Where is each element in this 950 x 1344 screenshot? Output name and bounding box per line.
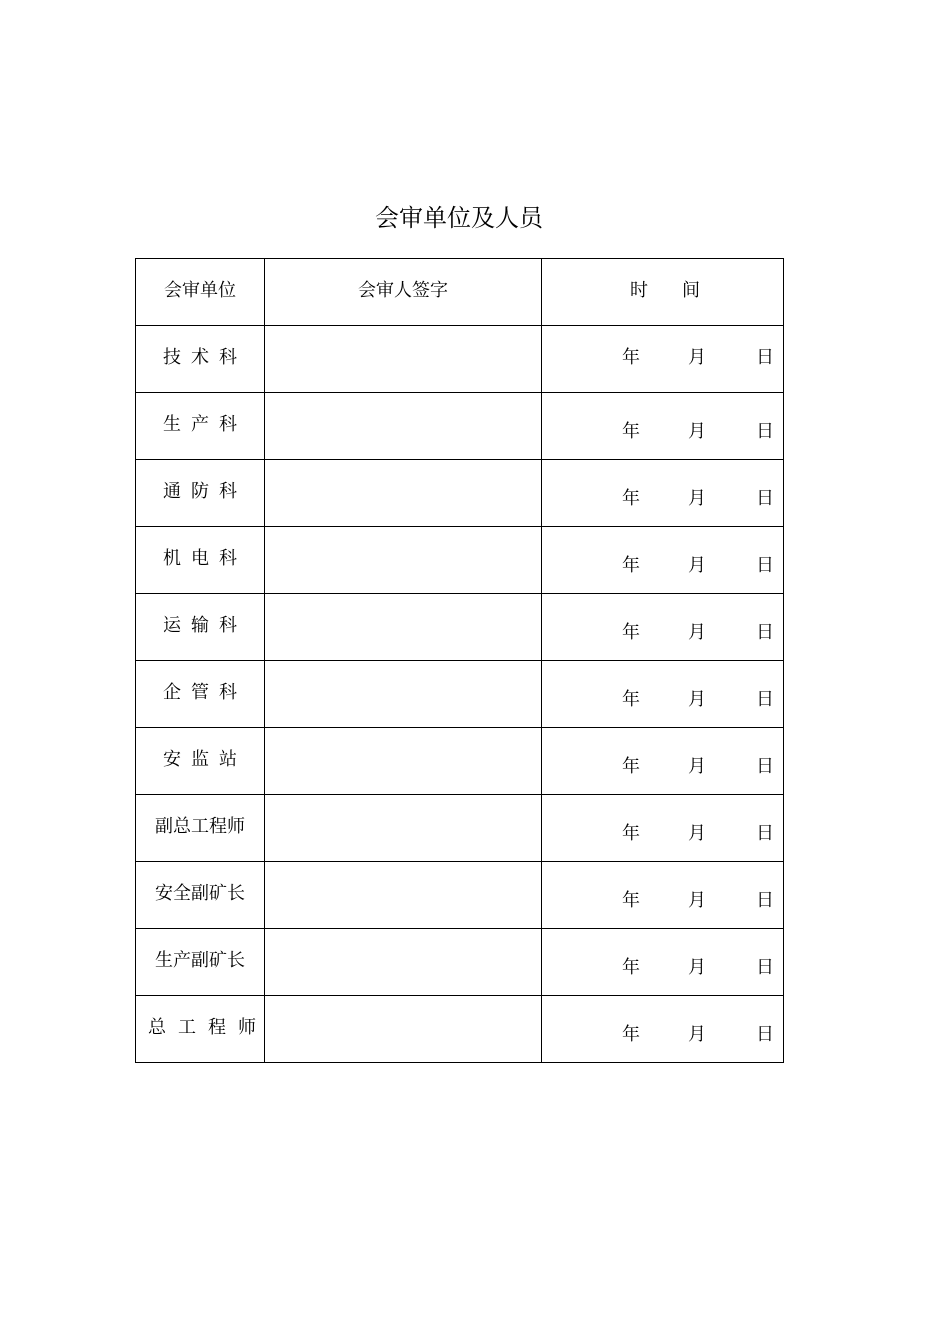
day-label: 日	[756, 957, 774, 978]
year-label: 年	[622, 421, 640, 442]
year-label: 年	[622, 347, 640, 368]
day-label: 日	[756, 823, 774, 844]
date-cell	[542, 527, 784, 594]
unit-cell: 企管科	[136, 661, 265, 728]
unit-cell: 安监站	[136, 728, 265, 795]
date-cell	[542, 661, 784, 728]
signature-cell[interactable]	[265, 460, 542, 527]
month-label: 月	[688, 957, 706, 978]
signature-cell[interactable]	[265, 862, 542, 929]
month-label: 月	[688, 555, 706, 576]
signature-cell[interactable]	[265, 594, 542, 661]
table-row	[136, 795, 784, 862]
signature-cell[interactable]	[265, 728, 542, 795]
header-signature: 会审人签字	[265, 259, 542, 326]
year-label: 年	[622, 823, 640, 844]
date-cell	[542, 393, 784, 460]
date-cell	[542, 728, 784, 795]
table-row	[136, 728, 784, 795]
date-cell	[542, 795, 784, 862]
year-label: 年	[622, 555, 640, 576]
signature-cell[interactable]	[265, 996, 542, 1063]
month-label: 月	[688, 421, 706, 442]
unit-cell: 运输科	[136, 594, 265, 661]
date-cell	[542, 862, 784, 929]
day-label: 日	[756, 622, 774, 643]
unit-cell: 安全副矿长	[136, 862, 265, 929]
day-label: 日	[756, 756, 774, 777]
day-label: 日	[756, 689, 774, 710]
signature-cell[interactable]	[265, 527, 542, 594]
signature-cell[interactable]	[265, 393, 542, 460]
header-unit: 会审单位	[136, 259, 265, 326]
date-cell	[542, 326, 784, 393]
signature-cell[interactable]	[265, 326, 542, 393]
month-label: 月	[688, 689, 706, 710]
table-row	[136, 661, 784, 728]
unit-cell: 通防科	[136, 460, 265, 527]
unit-cell: 总工程师	[136, 996, 265, 1063]
month-label: 月	[688, 823, 706, 844]
day-label: 日	[756, 890, 774, 911]
month-label: 月	[688, 890, 706, 911]
unit-cell: 生产科	[136, 393, 265, 460]
signature-cell[interactable]	[265, 661, 542, 728]
signature-cell[interactable]	[265, 795, 542, 862]
day-label: 日	[756, 347, 774, 368]
unit-cell: 机电科	[136, 527, 265, 594]
table-row	[136, 996, 784, 1063]
day-label: 日	[756, 421, 774, 442]
table-header-row	[136, 259, 784, 326]
date-cell	[542, 929, 784, 996]
unit-cell: 生产副矿长	[136, 929, 265, 996]
page-title: 会审单位及人员	[375, 204, 543, 232]
year-label: 年	[622, 957, 640, 978]
unit-cell: 副总工程师	[136, 795, 265, 862]
review-table	[135, 258, 784, 1063]
day-label: 日	[756, 1024, 774, 1045]
month-label: 月	[688, 622, 706, 643]
signature-cell[interactable]	[265, 929, 542, 996]
date-cell	[542, 996, 784, 1063]
header-time: 时 间	[542, 259, 784, 326]
table-row	[136, 929, 784, 996]
table-row	[136, 594, 784, 661]
month-label: 月	[688, 488, 706, 509]
month-label: 月	[688, 756, 706, 777]
table-row	[136, 393, 784, 460]
year-label: 年	[622, 488, 640, 509]
year-label: 年	[622, 1024, 640, 1045]
table-row	[136, 460, 784, 527]
year-label: 年	[622, 622, 640, 643]
date-cell	[542, 594, 784, 661]
table-row	[136, 326, 784, 393]
year-label: 年	[622, 756, 640, 777]
month-label: 月	[688, 347, 706, 368]
year-label: 年	[622, 890, 640, 911]
date-cell	[542, 460, 784, 527]
day-label: 日	[756, 488, 774, 509]
unit-cell: 技术科	[136, 326, 265, 393]
table-row	[136, 527, 784, 594]
table-row	[136, 862, 784, 929]
day-label: 日	[756, 555, 774, 576]
month-label: 月	[688, 1024, 706, 1045]
year-label: 年	[622, 689, 640, 710]
